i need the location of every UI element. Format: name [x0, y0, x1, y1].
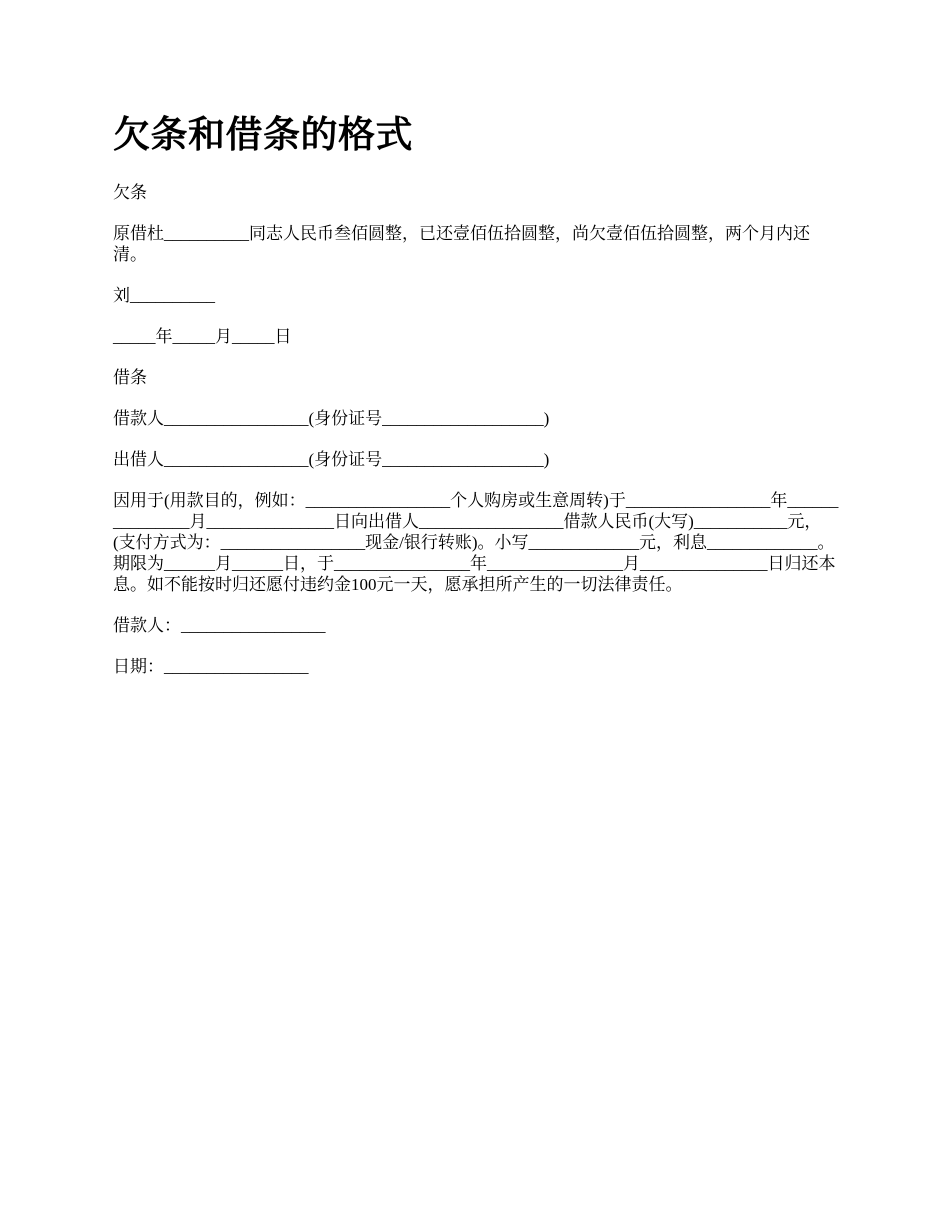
document-page	[113, 112, 843, 677]
signature-date-line: 日期：_________________	[113, 657, 309, 676]
document-title: 欠条和借条的格式	[113, 115, 413, 156]
iou-signer-line: 刘__________	[113, 286, 215, 305]
lender-id-line: 出借人_________________(身份证号___________________)	[113, 450, 550, 469]
iou-heading: 欠条	[113, 183, 147, 202]
iou-date-line: _____年_____月_____日	[113, 327, 292, 346]
borrower-id-line: 借款人_________________(身份证号___________________)	[113, 409, 550, 428]
loan-body-paragraph: 因用于(用款目的，例如：_________________个人购房或生意周转)于_________________年_______________月_______________日向出借人_________________借款人民币(大写)___________元，(支付方式为：_________________现金/银行转账)。小写_____________元，利息_____________。期限为______月______日，于________________年________________月_______________日归还本息。如不能按时归还愿付违约金100元一天，愿承担所产生的一切法律责任。	[113, 491, 839, 594]
loan-heading: 借条	[113, 368, 147, 387]
iou-body-paragraph: 原借杜__________同志人民币叁佰圆整，已还壹佰伍拾圆整，尚欠壹佰伍拾圆整，两个月内还清。	[113, 224, 810, 264]
borrower-signature-line: 借款人：_________________	[113, 616, 326, 635]
